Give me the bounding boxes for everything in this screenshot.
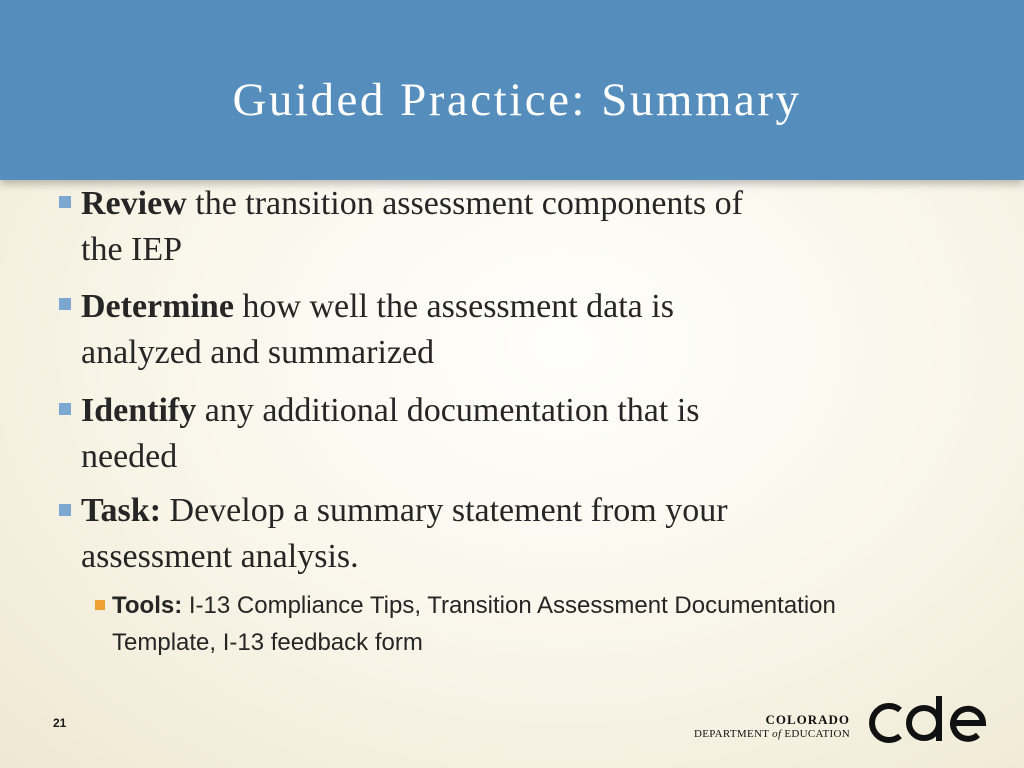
bullet-item-task [81,488,981,534]
sub-bullet-continuation: Template, I-13 feedback form [112,629,423,656]
bullet-continuation: the IEP [81,231,183,268]
bullet-keyword: Identify [81,392,197,429]
bullet-continuation: assessment analysis. [81,538,359,575]
bullet-text: the transition assessment components of [186,185,743,222]
bullet-keyword: Determine [81,288,234,325]
bullet-text: Develop a summary statement from your [161,492,728,529]
cde-logo-mark-icon [860,692,990,748]
bullet-square-icon [59,196,71,208]
bullet-item-review [81,181,981,227]
bullet-continuation: analyzed and summarized [81,334,435,371]
logo-department-name: DEPARTMENT of EDUCATION [694,728,850,740]
bullet-keyword: Review [81,185,187,222]
sub-bullet-keyword: Tools: [112,592,183,619]
bullet-square-icon [59,403,71,415]
sub-bullet-square-icon [95,600,105,610]
bullet-text: how well the assessment data is [233,288,674,325]
sub-bullet-tools [112,587,992,624]
slide-title: Guided Practice: Summary [232,74,802,126]
page-number: 21 [53,716,67,730]
bullet-text: any additional documentation that is [196,392,700,429]
bullet-square-icon [59,504,71,516]
cde-logo [690,692,990,748]
bullet-item-identify [81,388,981,434]
bullet-item-determine [81,284,981,330]
bullet-keyword: Task: [81,492,162,529]
bullet-square-icon [59,298,71,310]
bullet-continuation: needed [81,438,178,475]
logo-state-name: COLORADO [765,712,850,727]
sub-bullet-text: I-13 Compliance Tips, Transition Assessment Documentation [182,592,836,619]
